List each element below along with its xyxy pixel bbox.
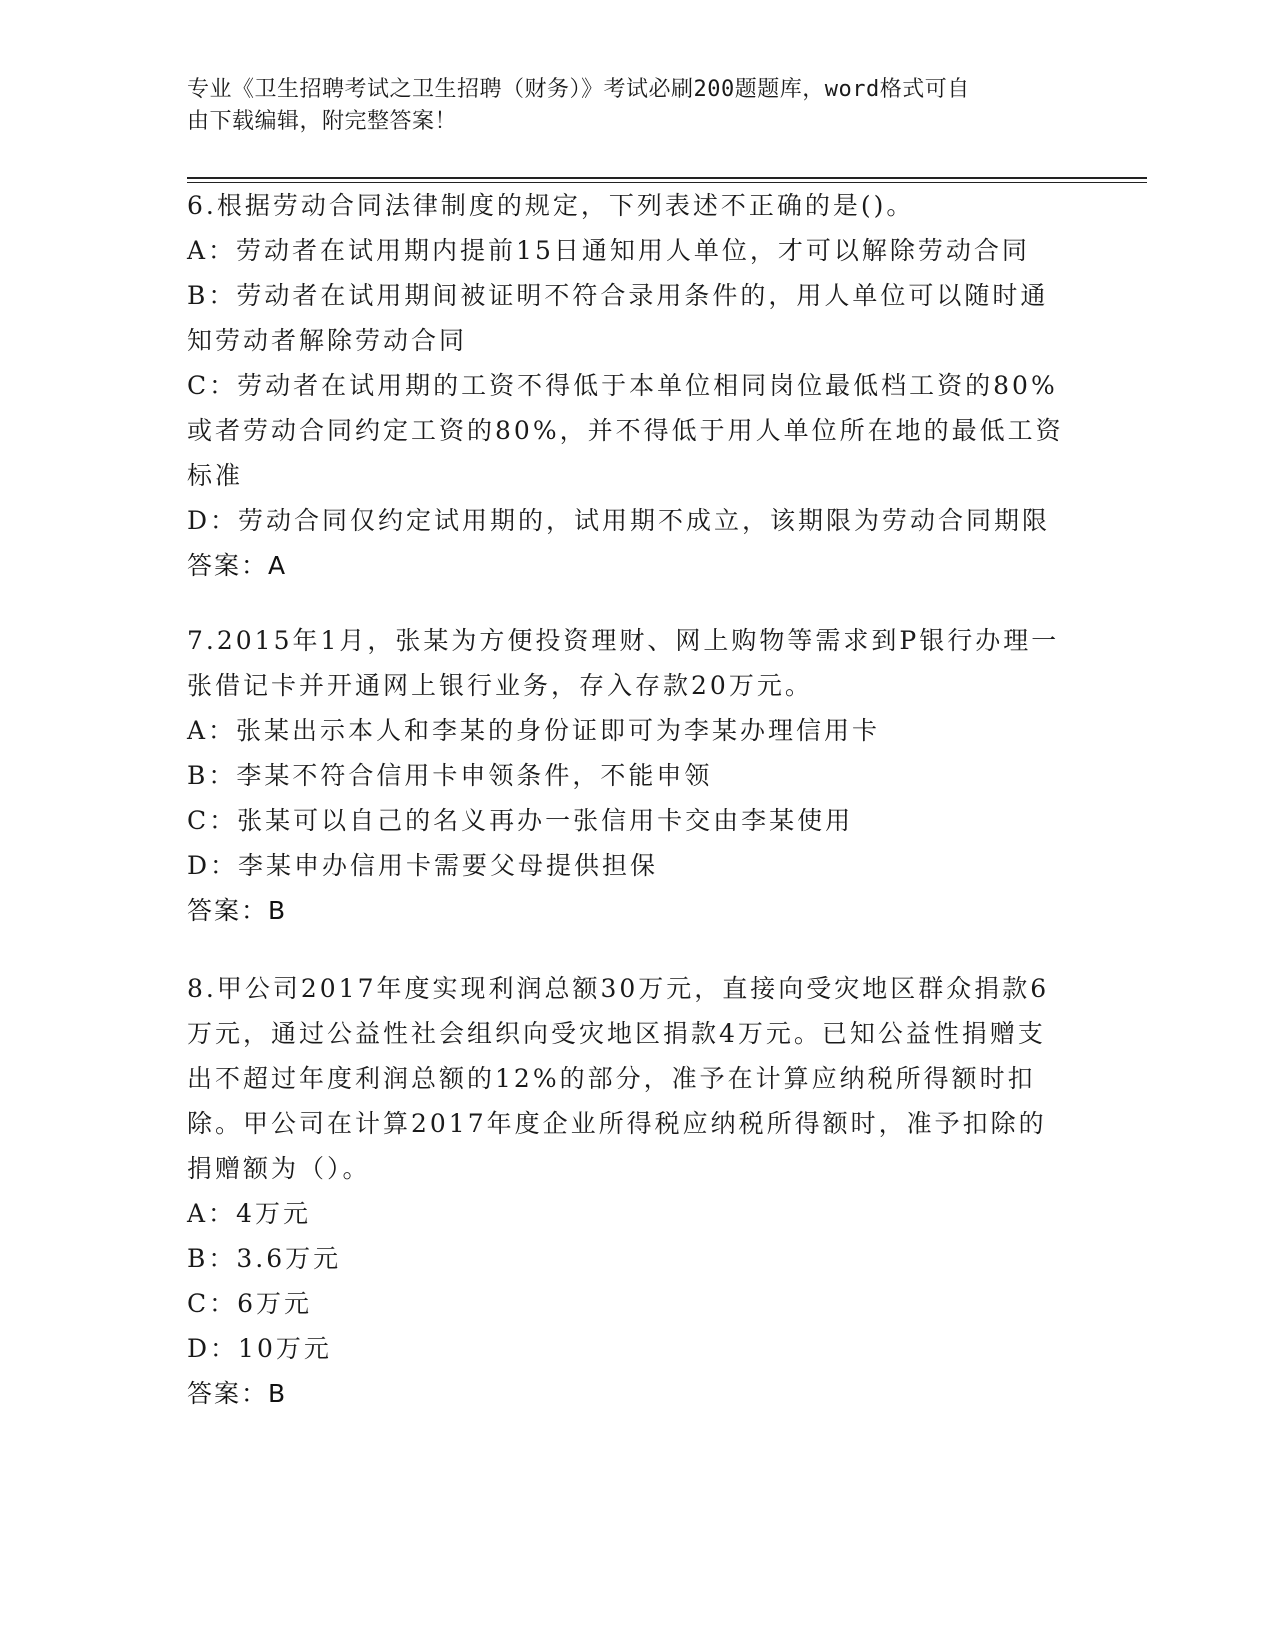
option-b: B：劳动者在试用期间被证明不符合录用条件的，用人单位可以随时通知劳动者解除劳动合同 xyxy=(187,281,1049,355)
document-header xyxy=(187,74,1067,138)
question-stem: 8.甲公司2017年度实现利润总额30万元，直接向受灾地区群众捐款6万元，通过公益性社会组织向受灾地区捐款4万元。已知公益性捐赠支出不超过年度利润总额的12%的部分，准予在计算应纳税所得额时扣除。甲公司在计算2017年度企业所得税应纳税所得额时，准予扣除的捐赠额为（）。 xyxy=(187,974,1050,1183)
question-block-8 xyxy=(187,966,1067,1416)
answer: 答案：B xyxy=(187,896,288,925)
option-b: B：3.6万元 xyxy=(187,1244,342,1273)
header-line-1: 专业《卫生招聘考试之卫生招聘（财务）》考试必刷200题题库，word格式可自 xyxy=(187,77,970,102)
option-d: D：李某申办信用卡需要父母提供担保 xyxy=(187,851,659,880)
answer: 答案：B xyxy=(187,1379,288,1408)
option-b: B：李某不符合信用卡申领条件，不能申领 xyxy=(187,761,713,790)
header-rule-thick xyxy=(187,177,1147,179)
option-c: C：劳动者在试用期的工资不得低于本单位相同岗位最低档工资的80%或者劳动合同约定工资的80%，并不得低于用人单位所在地的最低工资标准 xyxy=(187,371,1064,490)
option-a: A：劳动者在试用期内提前15日通知用人单位，才可以解除劳动合同 xyxy=(187,236,1030,265)
answer: 答案：A xyxy=(187,551,288,580)
question-stem: 7.2015年1月，张某为方便投资理财、网上购物等需求到P银行办理一张借记卡并开通网上银行业务，存入存款20万元。 xyxy=(187,626,1060,700)
header-line-2: 由下载编辑，附完整答案！ xyxy=(187,109,458,134)
option-d: D：10万元 xyxy=(187,1334,332,1363)
question-block-6 xyxy=(187,183,1067,588)
option-a: A：4万元 xyxy=(187,1199,311,1228)
question-stem: 6.根据劳动合同法律制度的规定，下列表述不正确的是()。 xyxy=(187,191,915,220)
option-d: D：劳动合同仅约定试用期的，试用期不成立，该期限为劳动合同期限 xyxy=(187,506,1051,535)
option-c: C：6万元 xyxy=(187,1289,313,1318)
question-block-7 xyxy=(187,618,1067,933)
option-a: A：张某出示本人和李某的身份证即可为李某办理信用卡 xyxy=(187,716,881,745)
option-c: C：张某可以自己的名义再办一张信用卡交由李某使用 xyxy=(187,806,854,835)
